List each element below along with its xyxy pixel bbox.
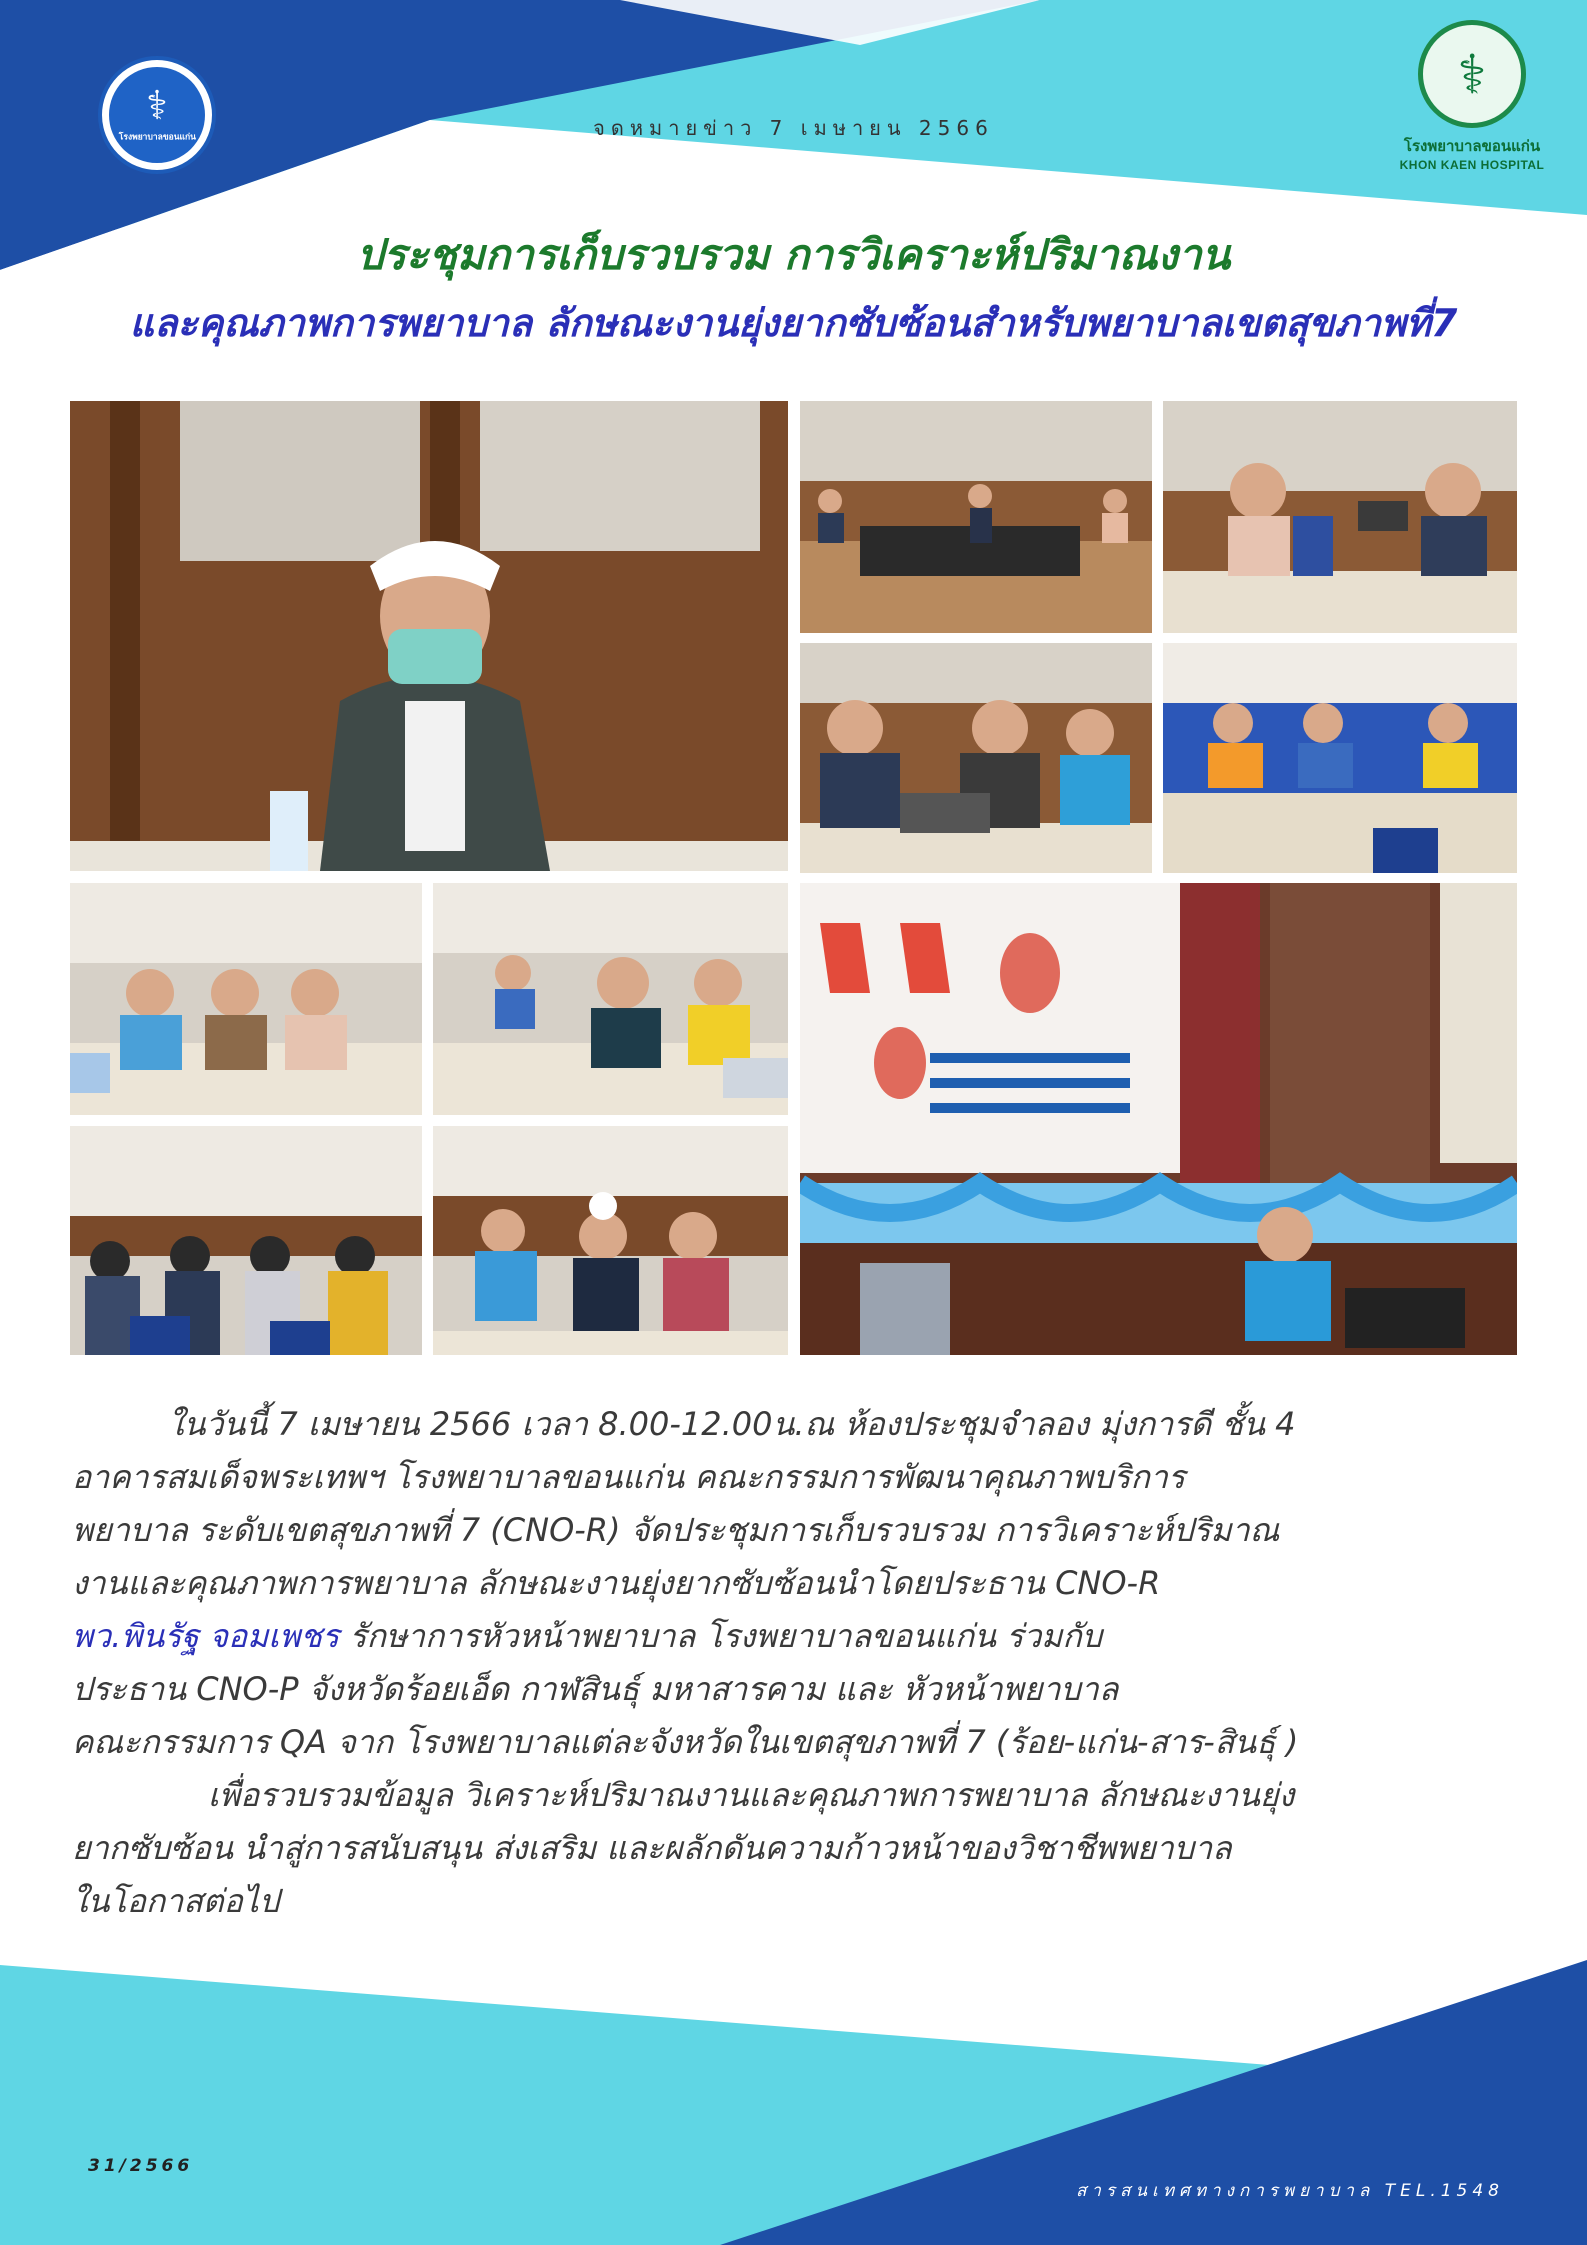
body-line: ในโอกาสต่อไป <box>72 1882 280 1920</box>
article-body <box>72 1398 1520 1928</box>
hospital-emblem-icon: ⚕ <box>146 82 168 129</box>
body-paragraph-1 <box>72 1398 1520 1769</box>
body-line: ประธาน CNO-P จังหวัดร้อยเอ็ด กาฬสินธุ์ มหาสารคาม และ หัวหน้าพยาบาล <box>72 1670 1119 1708</box>
photo-audience-back <box>70 1126 422 1355</box>
photo-attendees-yellow <box>1163 643 1517 873</box>
body-line: งานและคุณภาพการพยาบาล ลักษณะงานยุ่งยากซับซ้อนนำโดยประธาน CNO-R <box>72 1564 1161 1602</box>
body-line: เพื่อรวบรวมข้อมูล วิเคราะห์ปริมาณงานและคุณภาพการพยาบาล ลักษณะงานยุ่ง <box>208 1776 1295 1814</box>
left-logo-caption: โรงพยาบาลขอนแก่น <box>118 132 196 142</box>
ministry-of-public-health-seal-icon: ⚕ <box>1418 20 1526 128</box>
body-line: อาคารสมเด็จพระเทพฯ โรงพยาบาลขอนแก่น คณะกรรมการพัฒนาคุณภาพบริการ <box>72 1458 1186 1496</box>
photo-presentation-screen <box>800 883 1517 1355</box>
photo-meeting-room-wide <box>800 401 1152 633</box>
body-line: ในวันนี้ 7 เมษายน 2566 เวลา 8.00-12.00น.ณ ห้องประชุมจำลอง มุ่งการดี ชั้น 4 <box>168 1405 1296 1443</box>
photo-group-left <box>70 883 422 1115</box>
issue-number: 31/2566 <box>88 2156 194 2176</box>
hospital-name-english: KHON KAEN HOSPITAL <box>1399 158 1545 172</box>
body-line: พยาบาล ระดับเขตสุขภาพที่ 7 (CNO-R) จัดประชุมการเก็บรวบรวม การวิเคราะห์ปริมาณ <box>72 1511 1280 1549</box>
ministry-logo-right <box>1382 20 1562 180</box>
photo-attendees-front-row <box>800 643 1152 873</box>
body-line: ยากซับซ้อน นำสู่การสนับสนุน ส่งเสริม และผลักดันความก้าวหน้าของวิชาชีพพยาบาล <box>72 1829 1232 1867</box>
hospital-name-thai: โรงพยาบาลขอนแก่น <box>1403 138 1541 155</box>
photo-nurse-speaker <box>70 401 788 871</box>
body-line: คณะกรรมการ QA จาก โรงพยาบาลแต่ละจังหวัดในเขตสุขภาพที่ 7 (ร้อย-แก่น-สาร-สินธุ์ ) <box>72 1723 1299 1761</box>
photo-two-attendees <box>1163 401 1517 633</box>
body-line: รักษาการหัวหน้าพยาบาล โรงพยาบาลขอนแก่น ร่วมกับ <box>339 1617 1103 1655</box>
photo-audience-side <box>433 1126 788 1355</box>
photo-group-center <box>433 883 788 1115</box>
headline-line-2: และคุณภาพการพยาบาล ลักษณะงานยุ่งยากซับซ้อนสำหรับพยาบาลเขตสุขภาพที่7 <box>129 301 1458 345</box>
newsletter-dateline: จดหมายข่าว 7 เมษายน 2566 <box>593 116 994 140</box>
chairperson-name: พว.พินรัฐ จอมเพชร <box>72 1617 340 1655</box>
department-contact: สารสนเทศทางการพยาบาล TEL.1548 <box>1075 2181 1504 2201</box>
headline-line-1: ประชุมการเก็บรวบรวม การวิเคราะห์ปริมาณงาน <box>356 230 1231 279</box>
body-paragraph-2 <box>72 1769 1520 1928</box>
